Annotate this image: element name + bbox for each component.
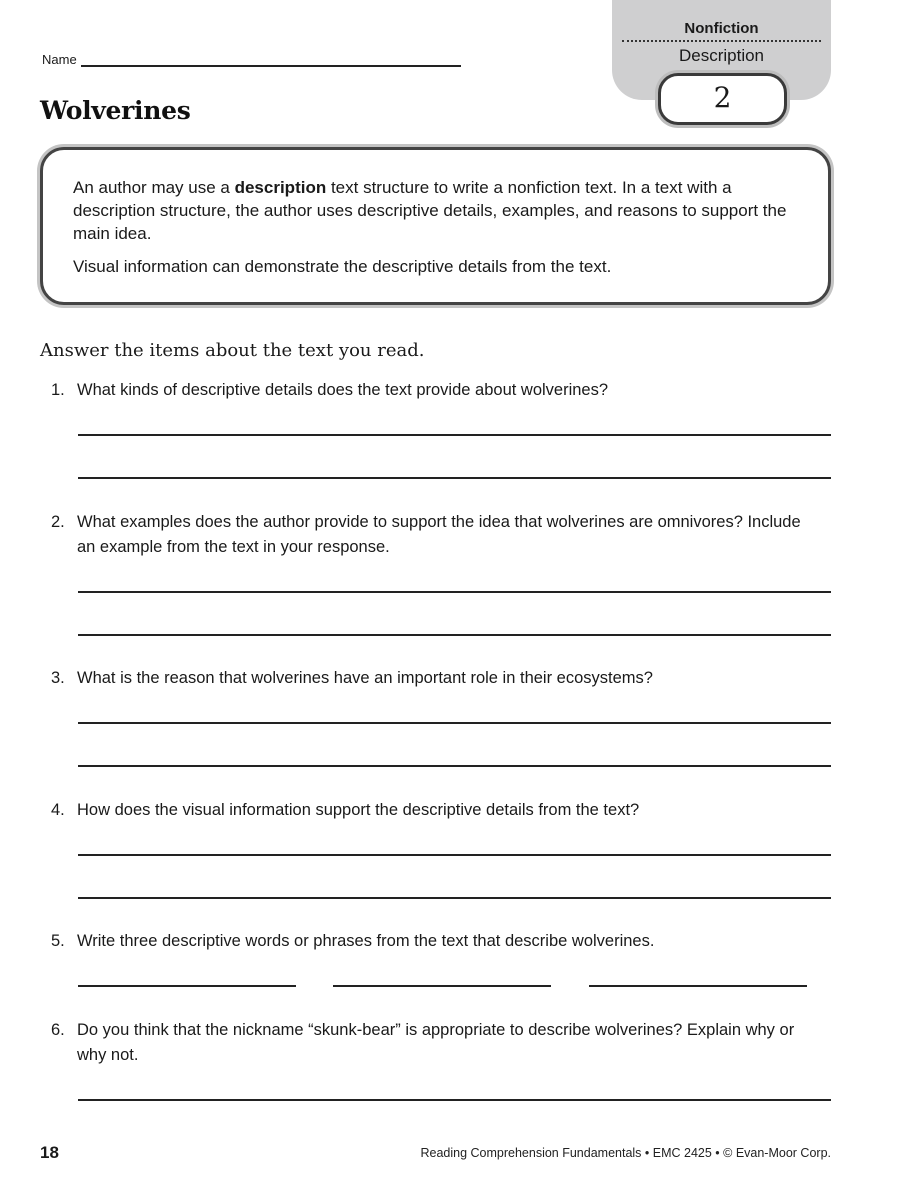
tab-subtitle: Description bbox=[678, 46, 765, 65]
page-number: 18 bbox=[40, 1143, 59, 1162]
answer-line[interactable] bbox=[78, 897, 831, 899]
question-3 bbox=[51, 666, 817, 691]
answer-line[interactable] bbox=[78, 854, 831, 856]
question-number: 5. bbox=[51, 932, 65, 950]
info-box bbox=[40, 147, 831, 305]
question-number: 4. bbox=[51, 801, 65, 819]
question-4 bbox=[51, 798, 817, 823]
tab-category: Nonfiction bbox=[684, 20, 759, 37]
keyword-description: description bbox=[234, 178, 327, 197]
answer-line[interactable] bbox=[78, 765, 831, 767]
question-number: 1. bbox=[51, 381, 65, 399]
question-text: Write three descriptive words or phrases from the text that describe wolverines. bbox=[77, 932, 655, 950]
answer-line[interactable] bbox=[78, 1099, 831, 1101]
question-6 bbox=[51, 1018, 817, 1068]
info-paragraph-2: Visual information can demonstrate the descriptive details from the text. bbox=[73, 257, 612, 276]
short-answer-line-3[interactable] bbox=[589, 985, 807, 987]
short-answer-line-1[interactable] bbox=[78, 985, 296, 987]
instructions: Answer the items about the text you read. bbox=[40, 340, 425, 361]
question-5 bbox=[51, 929, 817, 954]
question-number: 6. bbox=[51, 1021, 65, 1039]
question-number: 2. bbox=[51, 513, 65, 531]
question-2 bbox=[51, 510, 817, 560]
name-label: Name bbox=[42, 52, 77, 67]
tab-number-badge: 2 bbox=[658, 73, 787, 125]
question-number: 3. bbox=[51, 669, 65, 687]
answer-line[interactable] bbox=[78, 591, 831, 593]
answer-line[interactable] bbox=[78, 434, 831, 436]
question-text: What examples does the author provide to support the idea that wolverines are omnivores? Include an example from the text in your response. bbox=[77, 513, 801, 556]
question-text: Do you think that the nickname “skunk-bear” is appropriate to describe wolverines? Explain why or why not. bbox=[77, 1021, 795, 1064]
name-line[interactable] bbox=[81, 53, 461, 67]
question-text: What is the reason that wolverines have an important role in their ecosystems? bbox=[77, 669, 653, 687]
footer-credit: Reading Comprehension Fundamentals • EMC 2425 • © Evan-Moor Corp. bbox=[420, 1146, 831, 1160]
page-title: Wolverines bbox=[40, 96, 191, 125]
info-paragraph-1: An author may use a description text structure to write a nonfiction text. In a text with a description structure, the author uses descriptive details, examples, and reasons to support the main idea. bbox=[73, 178, 787, 243]
short-answer-line-2[interactable] bbox=[333, 985, 551, 987]
question-text: How does the visual information support the descriptive details from the text? bbox=[77, 801, 640, 819]
question-1 bbox=[51, 378, 817, 403]
tab-divider bbox=[622, 40, 821, 42]
answer-line[interactable] bbox=[78, 477, 831, 479]
answer-line[interactable] bbox=[78, 634, 831, 636]
question-text: What kinds of descriptive details does the text provide about wolverines? bbox=[77, 381, 609, 399]
answer-line[interactable] bbox=[78, 722, 831, 724]
name-field bbox=[42, 52, 461, 67]
